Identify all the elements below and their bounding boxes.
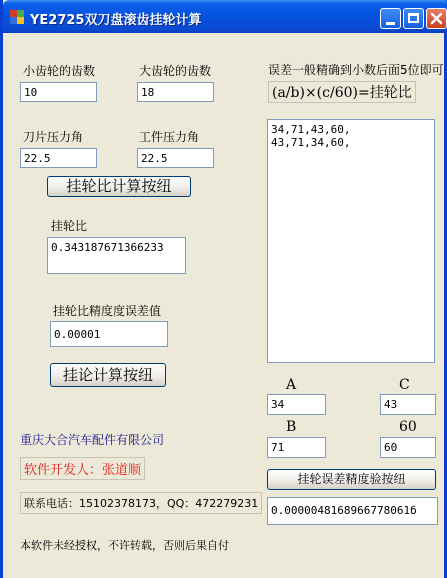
c-input[interactable]: 43 xyxy=(380,394,436,415)
blade-angle-label: 刀片压力角 xyxy=(23,130,84,144)
ratio-label: 挂轮比 xyxy=(51,219,88,233)
error-check-button[interactable]: 挂轮误差精度验按纽 xyxy=(267,469,436,490)
c-label: C xyxy=(399,377,410,393)
large-gear-input[interactable]: 18 xyxy=(137,82,214,102)
title-bar[interactable] xyxy=(3,0,447,33)
notice-label: 本软件未经授权，不许转载，否则后果自付 xyxy=(20,539,229,552)
sixty-input[interactable]: 60 xyxy=(380,437,436,458)
maximize-icon[interactable] xyxy=(403,8,424,29)
sixty-label: 60 xyxy=(399,419,417,435)
formula-label: (a/b)×(c/60)=挂轮比 xyxy=(268,81,416,103)
developer-label: 软件开发人：张道顺 xyxy=(20,457,145,480)
small-gear-input[interactable]: 10 xyxy=(20,82,97,102)
blade-angle-input[interactable]: 22.5 xyxy=(20,148,97,168)
gear-calc-button[interactable]: 挂论计算按纽 xyxy=(50,363,166,387)
work-angle-input[interactable]: 22.5 xyxy=(137,148,214,168)
a-input[interactable]: 34 xyxy=(267,394,326,415)
work-angle-label: 工件压力角 xyxy=(139,130,200,144)
b-input[interactable]: 71 xyxy=(267,437,326,458)
results-list[interactable]: 34,71,43,60, 43,71,34,60, xyxy=(267,119,435,363)
contact-label: 联系电话：15102378173，QQ：472279231 xyxy=(20,492,262,514)
window-title: YE2725双刀盘滚齿挂轮计算 xyxy=(30,13,202,28)
minimize-icon[interactable] xyxy=(380,8,401,29)
ratio-output[interactable]: 0.343187671366233 xyxy=(47,237,186,274)
precision-label: 挂轮比精度度误差值 xyxy=(53,304,162,318)
precision-input[interactable]: 0.00001 xyxy=(50,321,168,347)
app-icon xyxy=(10,10,24,24)
close-icon[interactable] xyxy=(426,8,447,29)
ratio-calc-button[interactable]: 挂轮比计算按纽 xyxy=(47,176,191,197)
precision-hint: 误差一般精确到小数后面5位即可 xyxy=(268,63,444,77)
company-name: 重庆大合汽车配件有限公司 xyxy=(20,433,165,447)
b-label: B xyxy=(286,419,297,435)
large-gear-label: 大齿轮的齿数 xyxy=(139,64,212,78)
error-output[interactable]: 0.0000048168966778061б xyxy=(267,497,438,525)
small-gear-label: 小齿轮的齿数 xyxy=(23,64,96,78)
a-label: A xyxy=(286,377,297,393)
